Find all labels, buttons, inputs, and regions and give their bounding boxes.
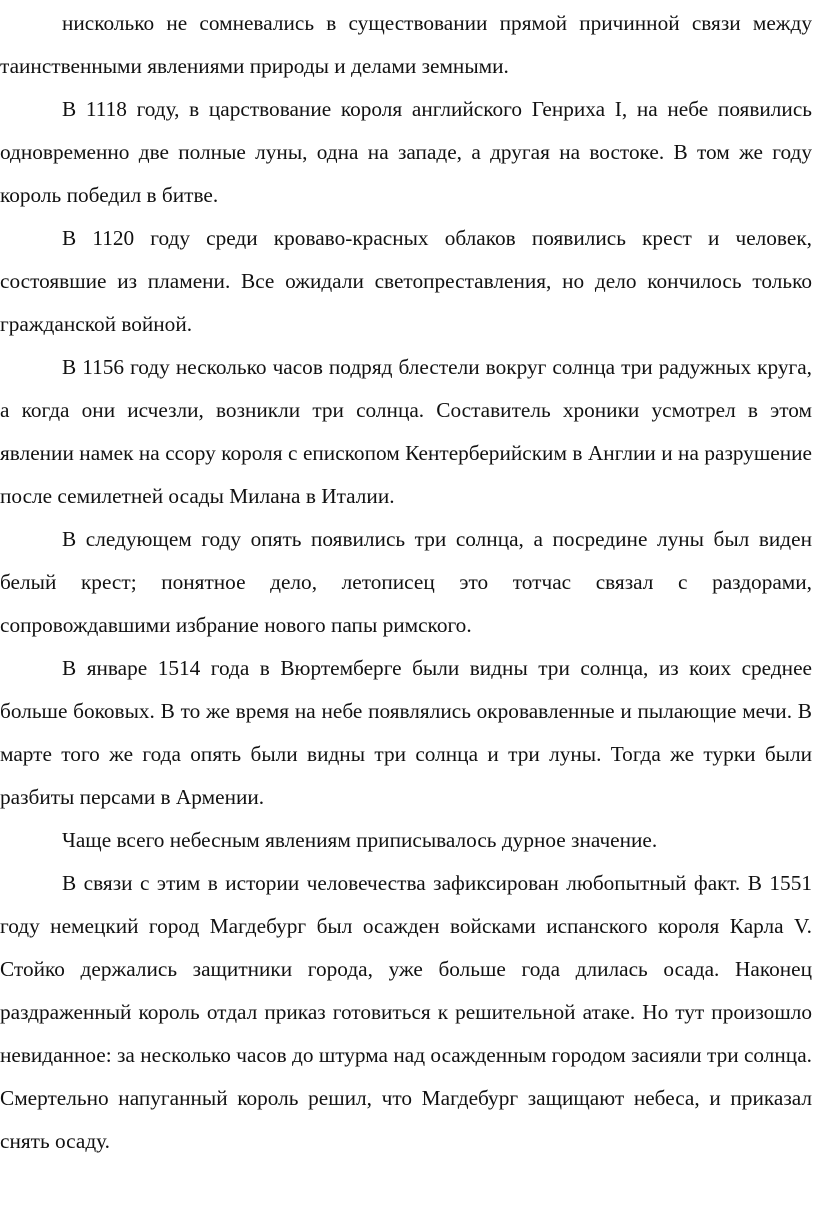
paragraph-next-year: В следующем году опять появились три солнца, а посредине луны был виден белый крест; понятное дело, летописец это тотчас связал с раздорами, сопровождавшими избрание нового папы римского.	[0, 527, 812, 637]
paragraph-1156: В 1156 году несколько часов подряд блестели вокруг солнца три радужных круга, а когда они исчезли, возникли три солнца. Составитель хроники усмотрел в этом явлении намек на ссору короля с епископом Кентерберийским в Англии и на разрушение после семилетней осады Милана в Италии.	[0, 355, 812, 508]
paragraph-1118: В 1118 году, в царствование короля английского Генриха I, на небе появились одновременно две полные луны, одна на западе, а другая на востоке. В том же году король победил в битве.	[0, 97, 812, 207]
paragraph-1120: В 1120 году среди кроваво-красных облаков появились крест и человек, состоявшие из пламени. Все ожидали светопреставления, но дело кончилось только гражданской войной.	[0, 226, 812, 336]
paragraph-1514: В январе 1514 года в Вюртемберге были видны три солнца, из коих среднее больше боковых. В то же время на небе появлялись окровавленные и пылающие мечи. В марте того же года опять были видны три солнца и три луны. Тогда же турки были разбиты персами в Армении.	[0, 656, 812, 809]
document-page	[0, 2, 816, 1226]
paragraph-continuation: нисколько не сомневались в существовании прямой причинной связи между таинственными явлениями природы и делами земными.	[0, 11, 812, 78]
paragraph-bad-omen: Чаще всего небесным явлениям приписывалось дурное значение.	[62, 828, 658, 852]
paragraph-magdeburg: В связи с этим в истории человечества зафиксирован любопытный факт. В 1551 году немецкий город Магдебург был осажден войсками испанского короля Карла V. Стойко держались защитники города, уже больше года длилась осада. Наконец раздраженный король отдал приказ готовиться к решительной атаке. Но тут произошло невиданное: за несколько часов до штурма над осажденным городом засияли три солнца. Смертельно напуганный король решил, что Магдебург защищают небеса, и приказал снять осаду.	[0, 871, 812, 1153]
